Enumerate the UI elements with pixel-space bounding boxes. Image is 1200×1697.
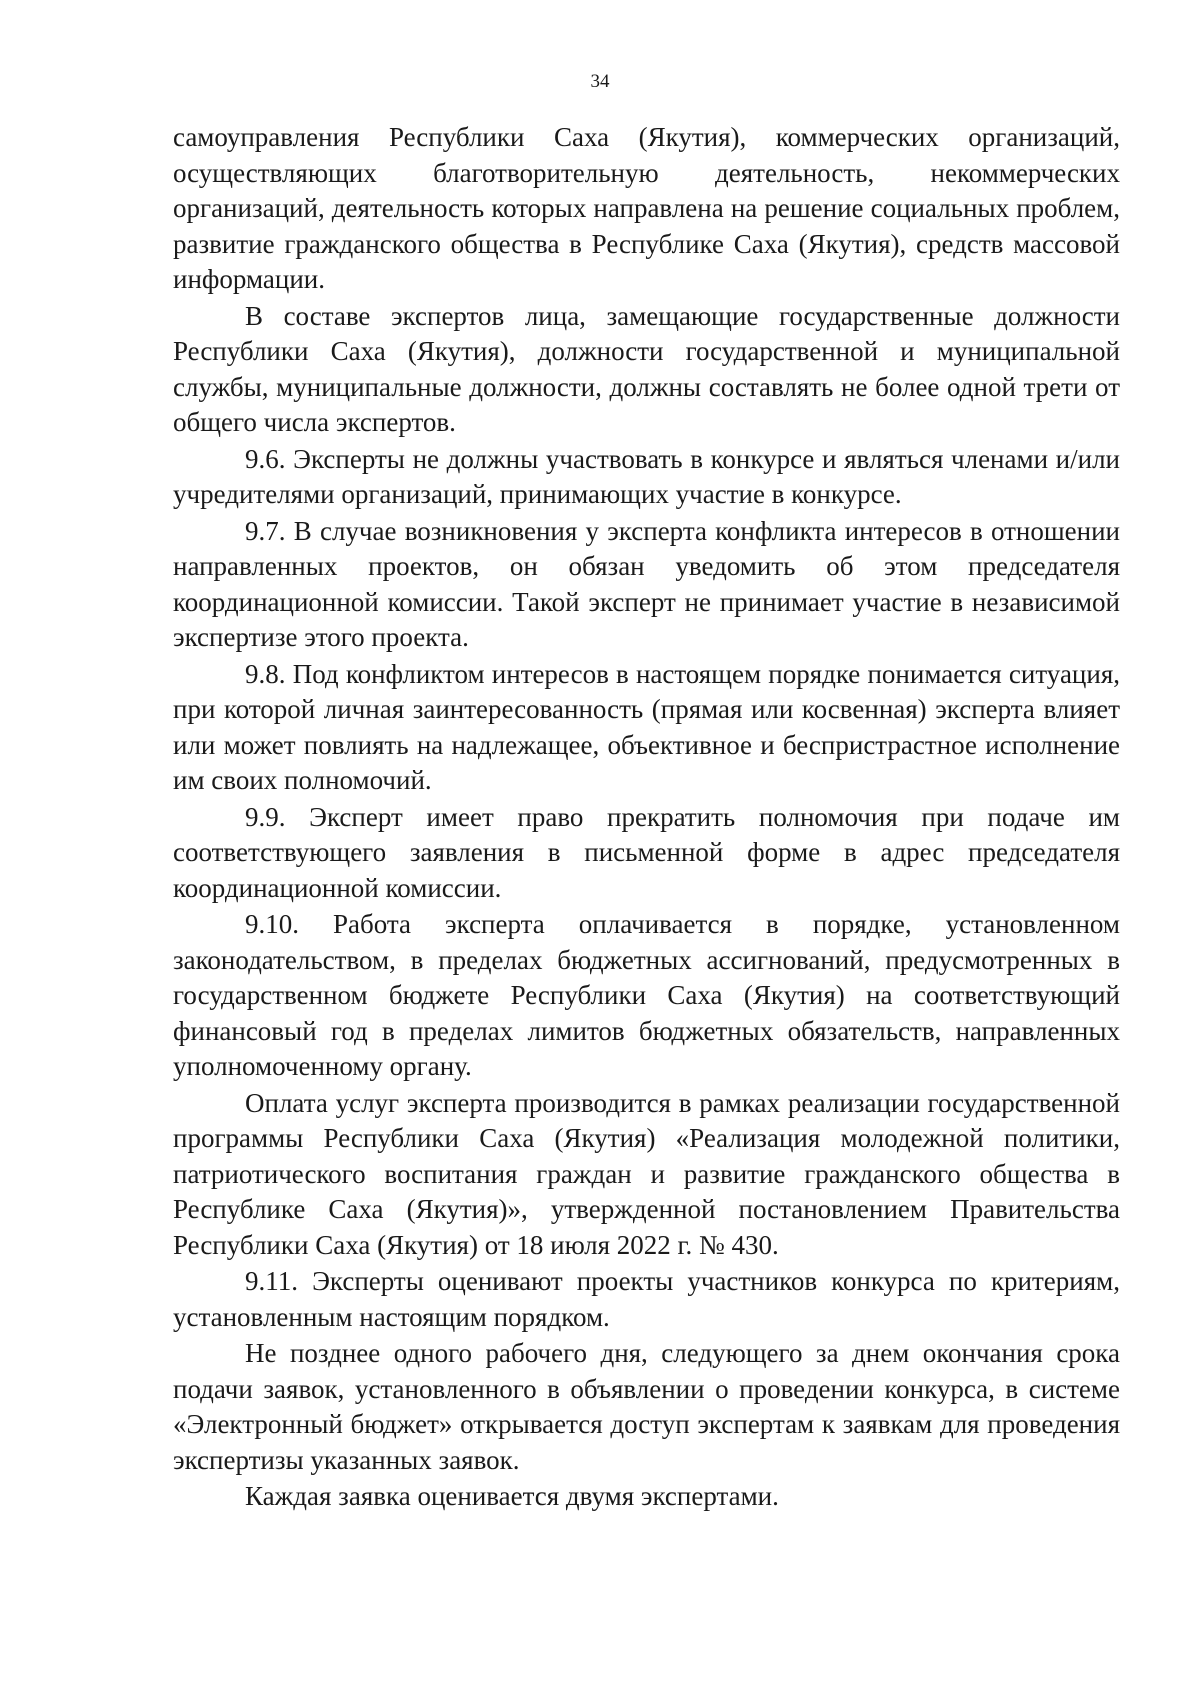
page-number: 34 <box>590 71 610 92</box>
paragraph-9-10: 9.10. Работа эксперта оплачивается в порядке, установленном законодательством, в пределах бюджетных ассигнований, предусмотренных в государственном бюджете Республики Саха (Якутия) на соответствующий финансовый год в пределах лимитов бюджетных обязательств, направленных уполномоченному органу. <box>173 909 1120 1081</box>
paragraph-9-9: 9.9. Эксперт имеет право прекратить полномочия при подаче им соответствующего заявления в письменной форме в адрес председателя координационной комиссии. <box>173 801 1120 903</box>
paragraph-9-6: 9.6. Эксперты не должны участвовать в конкурсе и являться членами и/или учредителями организаций, принимающих участие в конкурсе. <box>173 443 1120 509</box>
paragraph-9-8: 9.8. Под конфликтом интересов в настоящем порядке понимается ситуация, при которой личная заинтересованность (прямая или косвенная) эксперта влияет или может повлиять на надлежащее, объективное и беспристрастное исполнение им своих полномочий. <box>173 658 1120 795</box>
paragraph-9-11: 9.11. Эксперты оценивают проекты участников конкурса по критериям, установленным настоящим порядком. <box>173 1266 1120 1332</box>
paragraph-9-7: 9.7. В случае возникновения у эксперта конфликта интересов в отношении направленных проектов, он обязан уведомить об этом председателя координационной комиссии. Такой эксперт не принимает участие в независимой экспертизе этого проекта. <box>173 515 1120 652</box>
paragraph-access-deadline: Не позднее одного рабочего дня, следующего за днем окончания срока подачи заявок, установленного в объявлении о проведении конкурса, в системе «Электронный бюджет» открывается доступ экспертам к заявкам для проведения экспертизы указанных заявок. <box>173 1338 1120 1475</box>
paragraph-continuation: самоуправления Республики Саха (Якутия), коммерческих организаций, осуществляющих благотворительную деятельность, некоммерческих организаций, деятельность которых направлена на решение социальных проблем, развитие гражданского общества в Республике Саха (Якутия), средств массовой информации. <box>173 122 1120 294</box>
paragraph-two-experts: Каждая заявка оценивается двумя экспертами. <box>245 1481 779 1511</box>
paragraph-payment: Оплата услуг эксперта производится в рамках реализации государственной программы Республики Саха (Якутия) «Реализация молодежной политики, патриотического воспитания граждан и развитие гражданского общества в Республике Саха (Якутия)», утвержденной постановлением Правительства Республики Саха (Якутия) от 18 июля 2022 г. № 430. <box>173 1087 1120 1260</box>
paragraph-experts-composition: В составе экспертов лица, замещающие государственные должности Республики Саха (Якутия), должности государственной и муниципальной службы, муниципальные должности, должны составлять не более одной трети от общего числа экспертов. <box>173 300 1120 437</box>
document-body <box>173 120 1120 1516</box>
